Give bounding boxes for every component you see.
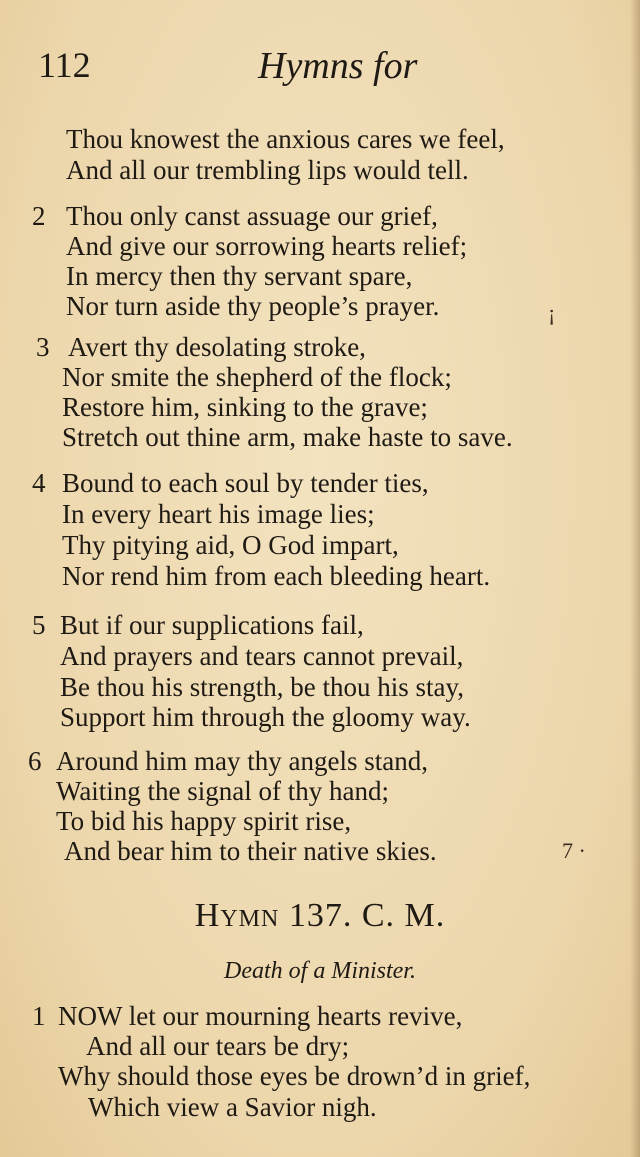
stanza-number: 1 xyxy=(32,1001,46,1031)
verse-line: In mercy then thy servant spare, xyxy=(66,261,413,291)
verse-line: Nor smite the shepherd of the flock; xyxy=(62,362,452,392)
verse-line: Restore him, sinking to the grave; xyxy=(62,392,428,422)
verse-line: And prayers and tears cannot prevail, xyxy=(60,641,464,671)
verse-line: And give our sorrowing hearts relief; xyxy=(66,231,468,261)
verse-line: Nor turn aside thy people’s prayer. xyxy=(66,291,440,321)
verse-line: Stretch out thine arm, make haste to save. xyxy=(62,422,513,452)
verse-line: To bid his happy spirit rise, xyxy=(56,806,352,836)
hymn-title: Hymn 137. C. M. xyxy=(194,897,446,934)
marginal-mark: ¡ xyxy=(548,300,556,325)
verse-line: And bear him to their native skies. xyxy=(64,836,437,866)
verse-line: Bound to each soul by tender ties, xyxy=(62,468,429,498)
verse-line: And all our trembling lips would tell. xyxy=(66,155,469,185)
stanza-number: 4 xyxy=(32,468,46,498)
verse-line: Be thou his strength, be thou his stay, xyxy=(60,672,464,702)
verse-line: Why should those eyes be drown’d in grief, xyxy=(58,1061,531,1091)
verse-line: Support him through the gloomy way. xyxy=(60,702,471,732)
verse-line: Thy pitying aid, O God impart, xyxy=(62,530,399,560)
stanza-number: 3 xyxy=(36,332,50,362)
marginal-mark: 7 · xyxy=(562,838,586,863)
hymn-subtitle: Death of a Minister. xyxy=(224,958,416,984)
verse-line: Thou knowest the anxious cares we feel, xyxy=(66,124,505,154)
verse-line: And all our tears be dry; xyxy=(86,1031,350,1061)
verse-line: Avert thy desolating stroke, xyxy=(68,332,366,362)
running-title: Hymns for xyxy=(258,45,418,87)
page-header xyxy=(0,44,640,94)
verse-line: Which view a Savior nigh. xyxy=(88,1092,377,1122)
page-number: 112 xyxy=(38,45,91,85)
stanza-number: 5 xyxy=(32,610,46,640)
verse-line: Thou only canst assuage our grief, xyxy=(66,201,438,231)
verse-line: Nor rend him from each bleeding heart. xyxy=(62,561,491,591)
verse-line: NOW let our mourning hearts revive, xyxy=(58,1001,463,1031)
stanza-number: 6 xyxy=(28,746,42,776)
verse-line: In every heart his image lies; xyxy=(62,499,375,529)
stanza-number: 2 xyxy=(32,201,46,231)
verse-line: Around him may thy angels stand, xyxy=(56,746,428,776)
verse-line: Waiting the signal of thy hand; xyxy=(56,776,390,806)
verse-line: But if our supplications fail, xyxy=(60,610,364,640)
